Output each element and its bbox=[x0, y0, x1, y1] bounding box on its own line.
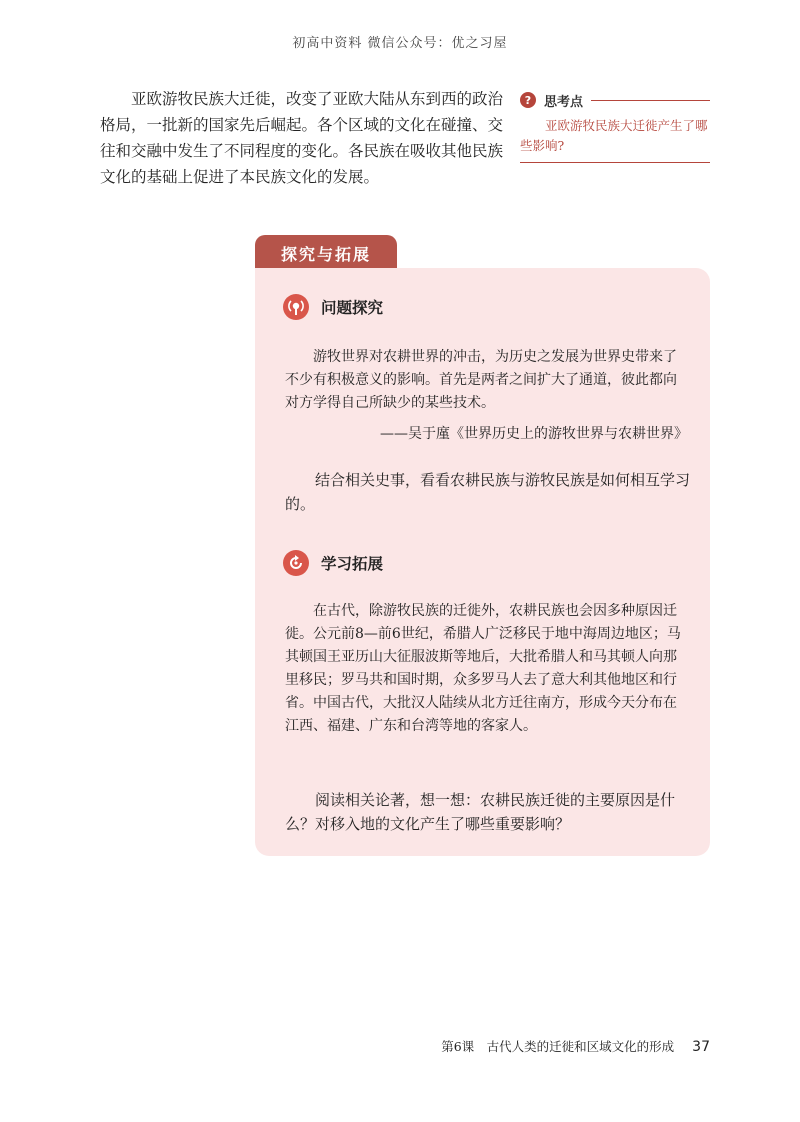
page-footer bbox=[441, 1037, 710, 1055]
question-icon: ? bbox=[520, 92, 536, 108]
source-note: 初高中资料 微信公众号：优之习屋 bbox=[292, 36, 508, 51]
think-point-rule bbox=[591, 100, 710, 101]
extension-title: 学习拓展 bbox=[321, 555, 384, 573]
inquiry-icon bbox=[283, 294, 309, 320]
explore-panel bbox=[255, 268, 710, 856]
inquiry-quote: 游牧世界对农耕世界的冲击，为历史之发展为世界史带来了不少有积极意义的影响。首先是两者之间扩大了通道，彼此都向对方学得自己所缺少的某些技术。 bbox=[285, 349, 677, 411]
think-point-box bbox=[520, 90, 710, 163]
think-point-title: 思考点 bbox=[544, 94, 584, 110]
refresh-icon bbox=[283, 550, 309, 576]
page-number: 37 bbox=[692, 1039, 710, 1055]
inquiry-citation: ——吴于廑《世界历史上的游牧世界与农耕世界》 bbox=[380, 426, 688, 442]
inquiry-title: 问题探究 bbox=[321, 299, 384, 317]
explore-tab: 探究与拓展 bbox=[255, 235, 397, 271]
think-point-question: 亚欧游牧民族大迁徙产生了哪些影响? bbox=[520, 116, 710, 163]
extension-prompt: 阅读相关论著，想一想：农耕民族迁徙的主要原因是什么？对移入地的文化产生了哪些重要影响？ bbox=[285, 791, 676, 833]
inquiry-header bbox=[283, 294, 383, 320]
lesson-title: 第6课 古代人类的迁徙和区域文化的形成 bbox=[441, 1039, 675, 1054]
think-point-header bbox=[520, 90, 710, 110]
extension-header bbox=[283, 550, 383, 576]
intro-paragraph: 亚欧游牧民族大迁徙，改变了亚欧大陆从东到西的政治格局，一批新的国家先后崛起。各个区域的文化在碰撞、交往和交融中发生了不同程度的变化。各民族在吸收其他民族文化的基础上促进了本民族文化的发展。 bbox=[100, 90, 504, 186]
inquiry-prompt: 结合相关史事，看看农耕民族与游牧民族是如何相互学习的。 bbox=[285, 471, 691, 513]
extension-text: 在古代，除游牧民族的迁徙外，农耕民族也会因多种原因迁徙。公元前8—前6世纪，希腊人广泛移民于地中海周边地区；马其顿国王亚历山大征服波斯等地后，大批希腊人和马其顿人向那里移民；罗马共和国时期，众多罗马人去了意大利其他地区和行省。中国古代，大批汉人陆续从北方迁往南方，形成今天分布在江西、福建、广东和台湾等地的客家人。 bbox=[285, 603, 681, 734]
